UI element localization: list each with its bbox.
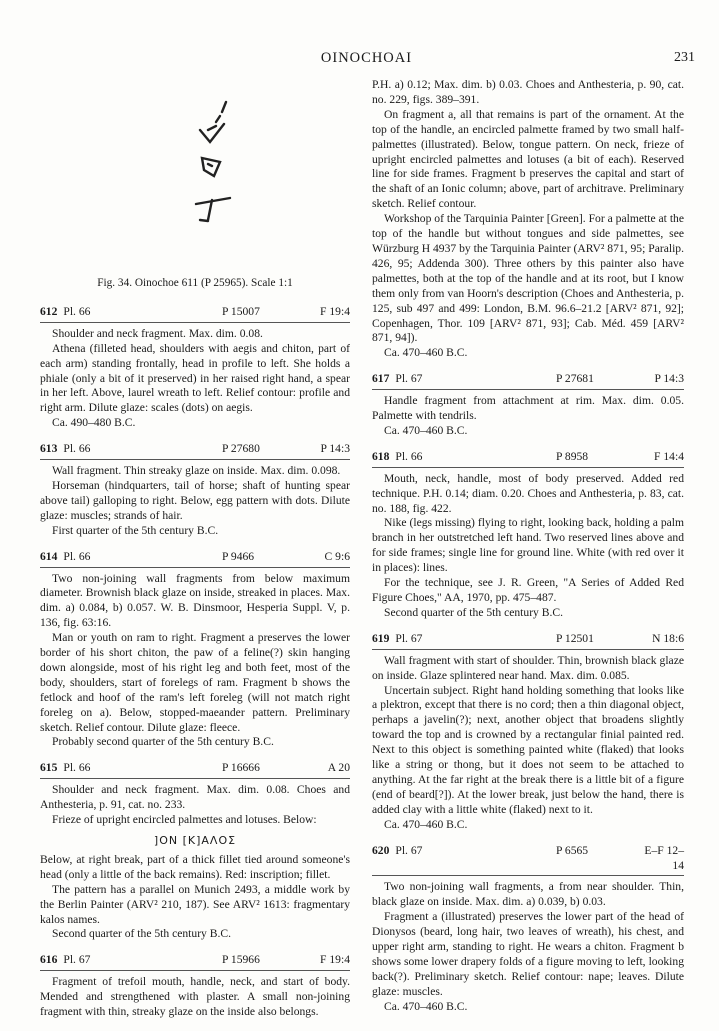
entry-header	[40, 761, 350, 779]
entry-paragraph: Second quarter of the 5th century B.C.	[52, 927, 232, 941]
grid-location: A 20	[327, 761, 350, 775]
entry-paragraph: Ca. 490–480 B.C.	[52, 416, 136, 430]
inventory-number: P 27680	[222, 442, 260, 456]
entry-paragraph: Athena (filleted head, shoulders with aegis and chiton, part of each arm) standing frontally, head in profile to left. She holds a phiale (only a bit of it preserved) in her raised right hand, a spear in her left. Above, laurel wreath to left. Relief contour: profile and right arm. Dilute glaze: scales (dots) on aegis.	[40, 341, 350, 415]
grid-location: P 14:3	[320, 442, 350, 456]
grid-location: N 18:6	[652, 631, 684, 645]
entry-paragraph: Ca. 470–460 B.C.	[384, 423, 468, 437]
figure-34	[40, 86, 350, 276]
entry-paragraph: For the technique, see J. R. Green, "A Series of Added Red Figure Choes," AA, 1970, pp. 475–487.	[372, 576, 684, 604]
inventory-number: P 6565	[556, 843, 589, 857]
entry-number: 615	[40, 761, 58, 775]
inventory-number: P 8958	[556, 449, 589, 463]
entry-paragraph: Horseman (hindquarters, tail of horse; shaft of hunting spear above tail) galloping to right. Below, egg pattern with dots. Dilute glaze: muscles; strands of hair.	[40, 478, 350, 522]
entry-header	[40, 442, 350, 460]
entry-paragraph: Mouth, neck, handle, most of body preserved. Added red technique. P.H. 0.14; diam. 0.20. Choes and Anthesteria, p. 83, cat. no. 188, fig. 422.	[372, 471, 684, 515]
entry-header	[372, 844, 684, 877]
entry-header	[40, 305, 350, 323]
entry-paragraph: The pattern has a parallel on Munich 2493, a middle work by the Berlin Painter (ARV² 210, 187). See ARV² 1613: fragmentary kalos names.	[40, 882, 350, 926]
plate-ref: Pl. 67	[395, 631, 423, 645]
entry-paragraph: Handle fragment from attachment at rim. Max. dim. 0.05. Palmette with tendrils.	[372, 394, 684, 423]
entry-number: 620	[372, 843, 390, 857]
entry-number: 614	[40, 549, 58, 563]
entry-paragraph: First quarter of the 5th century B.C.	[52, 523, 219, 537]
catalog-entry-620	[372, 844, 684, 1015]
catalog-entry-615	[40, 761, 350, 942]
inventory-number: P 27681	[556, 372, 594, 386]
inventory-number: P 15966	[222, 953, 260, 967]
grid-location: P 14:3	[654, 372, 684, 386]
catalog-entry-619	[372, 632, 684, 833]
entry-number: 619	[372, 631, 390, 645]
entry-paragraph: Two non-joining wall fragments, a from near shoulder. Thin, black glaze on inside. Max. dim. a) 0.039, b) 0.03.	[372, 880, 684, 909]
catalog-entry-612	[40, 305, 350, 431]
plate-ref: Pl. 66	[63, 549, 91, 563]
plate-ref: Pl. 67	[395, 372, 423, 386]
grid-location: F 19:4	[320, 304, 350, 318]
inventory-number: P 16666	[222, 761, 260, 775]
entry-paragraph: Shoulder and neck fragment. Max. dim. 0.08.	[52, 326, 263, 340]
right-column	[372, 78, 684, 1026]
entry-header	[40, 953, 350, 971]
right-entries	[372, 372, 684, 1014]
entry-paragraph: Probably second quarter of the 5th century B.C.	[52, 735, 274, 749]
entry-paragraph: Shoulder and neck fragment. Max. dim. 0.08. Choes and Anthesteria, p. 91, cat. no. 233.	[40, 783, 350, 812]
entry-paragraph: Wall fragment. Thin streaky glaze on inside. Max. dim. 0.098.	[52, 464, 341, 478]
catalog-entry-616	[40, 953, 350, 1020]
grid-location: F 19:4	[320, 953, 350, 967]
entry-paragraph: P.H. a) 0.12; Max. dim. b) 0.03. Choes and Anthesteria, p. 90, cat. no. 229, figs. 389–391.	[372, 78, 684, 106]
plate-ref: Pl. 67	[395, 843, 423, 857]
entry-header	[372, 632, 684, 650]
page-number: 231	[674, 50, 695, 65]
entry-paragraph: Workshop of the Tarquinia Painter [Green]. For a palmette at the top of the handle but without tongues and side palmettes, see Würzburg H 4937 by the Tarquinia Painter (ARV² 871, 95; Paralip. 426, 95; Addenda 300). Three others by this painter also have palmettes, both at the top of the handle and at its root, but I know them only from van Hoorn's description (Choes and Anthesteria, p. 125, sub 497 and 499: London, B.M. 96.6–21.2 [ARV² 871, 92]; Copenhagen, Thor. 109 [ARV² 871, 93]; Cab. Méd. 459 [ARV² 871, 94]).	[372, 212, 684, 345]
plate-ref: Pl. 66	[63, 304, 91, 318]
left-column	[40, 78, 350, 1031]
entry-header	[372, 372, 684, 390]
left-entries	[40, 305, 350, 1020]
entry-paragraph: Ca. 470–460 B.C.	[384, 999, 468, 1013]
entry-paragraph: Ca. 470–460 B.C.	[384, 346, 468, 360]
entry-paragraph: On fragment a, all that remains is part of the ornament. At the top of the handle, an encircled palmette framed by two small half-palmettes (illustrated). Below, tongue pattern. On neck, frieze of upright encircled palmettes and lotuses (a bit of each). Reserved line for side frames. Fragment b preserves the capital and start of the shaft of an Ionic column; above, part of architrave. Preliminary sketch. Relief contour.	[372, 107, 684, 211]
entry-number: 617	[372, 372, 390, 386]
entry-header	[372, 450, 684, 468]
catalog-entry-618	[372, 450, 684, 621]
entry-paragraph: Nike (legs missing) flying to right, looking back, holding a palm branch in her outstretched left hand. Two reserved lines above and for side frames; single line for ground line. White (with red over it in places): lines.	[372, 516, 684, 575]
catalog-entry-614	[40, 550, 350, 751]
entry-paragraph: Second quarter of the 5th century B.C.	[384, 605, 564, 619]
figure-caption: Fig. 34. Oinochoe 611 (P 25965). Scale 1:1	[97, 277, 293, 289]
entry-paragraph: Two non-joining wall fragments from below maximum diameter. Brownish black glaze on inside, streaked in places. Max. dim. a) 0.084, b) 0.057. W. B. Dinsmoor, Hesperia Suppl. V, p. 136, fig. 63:16.	[40, 571, 350, 630]
entry-number: 613	[40, 442, 58, 456]
grid-location: F 14:4	[654, 449, 684, 463]
entry-paragraph: Uncertain subject. Right hand holding something that looks like a plektron, except that there is no cord; then a thin diagonal object, perhaps a javelin(?); next, another object that broadens slightly toward the top and is crowned by a rectangular finial painted red. Next to this object is something painted white (flaked) that looks like a string or thong, but it does not seem to be attached to anything. At the far right at the break there is a little bit of a figure (end of beard[?]). At the lower break, just below the hand, there is added clay with a little white (flaked) next to it.	[372, 683, 684, 816]
entry-number: 616	[40, 953, 58, 967]
catalog-entry-617	[372, 372, 684, 439]
entry-paragraph: Man or youth on ram to right. Fragment a preserves the lower border of his short chiton, the paw of a feline(?) skin hanging down alongside, most of his right leg and both feet, most of the body, shoulders, start of forelegs of ram. Fragment b shows the fetlock and hoof of the ram's left foreleg (will not match right foreleg on a). Below, stopped-maeander pattern. Preliminary sketch. Relief contour. Dilute glaze: fleece.	[40, 631, 350, 734]
entry-header	[40, 550, 350, 568]
entry-number: 618	[372, 449, 390, 463]
entry-number: 612	[40, 304, 58, 318]
page-header	[38, 50, 695, 70]
grid-location: C 9:6	[324, 549, 350, 563]
entry-paragraph: Below, at right break, part of a thick fillet tied around someone's head (only a little of the back remains). Red: inscription; fillet.	[40, 852, 350, 881]
grid-location: E–F 12–14	[644, 843, 684, 872]
plate-ref: Pl. 66	[395, 449, 423, 463]
entry-paragraph: Wall fragment with start of shoulder. Thin, brownish black glaze on inside. Glaze splintered near hand. Max. dim. 0.085.	[372, 653, 684, 682]
entry-paragraph: Fragment of trefoil mouth, handle, neck, and start of body. Mended and strengthened with plaster. A small non-joining fragment with thin, streaky glaze on the inside also belongs.	[40, 975, 350, 1019]
inventory-number: P 12501	[556, 631, 594, 645]
entry-paragraph: Fragment a (illustrated) preserves the lower part of the head of Dionysos (beard, long hair, two leaves of wreath), his chest, and upper right arm, standing to right. He wears a chiton. Fragment b shows some lower drapery folds of a figure moving to left, looking back(?). Preliminary sketch. Relief contour: nape; leaves. Dilute glaze: muscles.	[372, 910, 684, 998]
inventory-number: P 9466	[222, 549, 255, 563]
entry-paragraph: Ca. 470–460 B.C.	[384, 817, 468, 831]
catalog-entry-613	[40, 442, 350, 538]
inscription-drawing	[190, 100, 280, 230]
plate-ref: Pl. 66	[63, 761, 91, 775]
inscription-text: ]ΟΝ [Κ]ΑΛΟΣ	[153, 834, 237, 847]
entry-paragraph: Frieze of upright encircled palmettes and lotuses. Below:	[52, 813, 317, 827]
plate-ref: Pl. 66	[63, 442, 91, 456]
entry-616-continued	[372, 78, 684, 361]
running-head: OINOCHOAI	[320, 50, 413, 66]
plate-ref: Pl. 67	[63, 953, 91, 967]
inventory-number: P 15007	[222, 304, 260, 318]
